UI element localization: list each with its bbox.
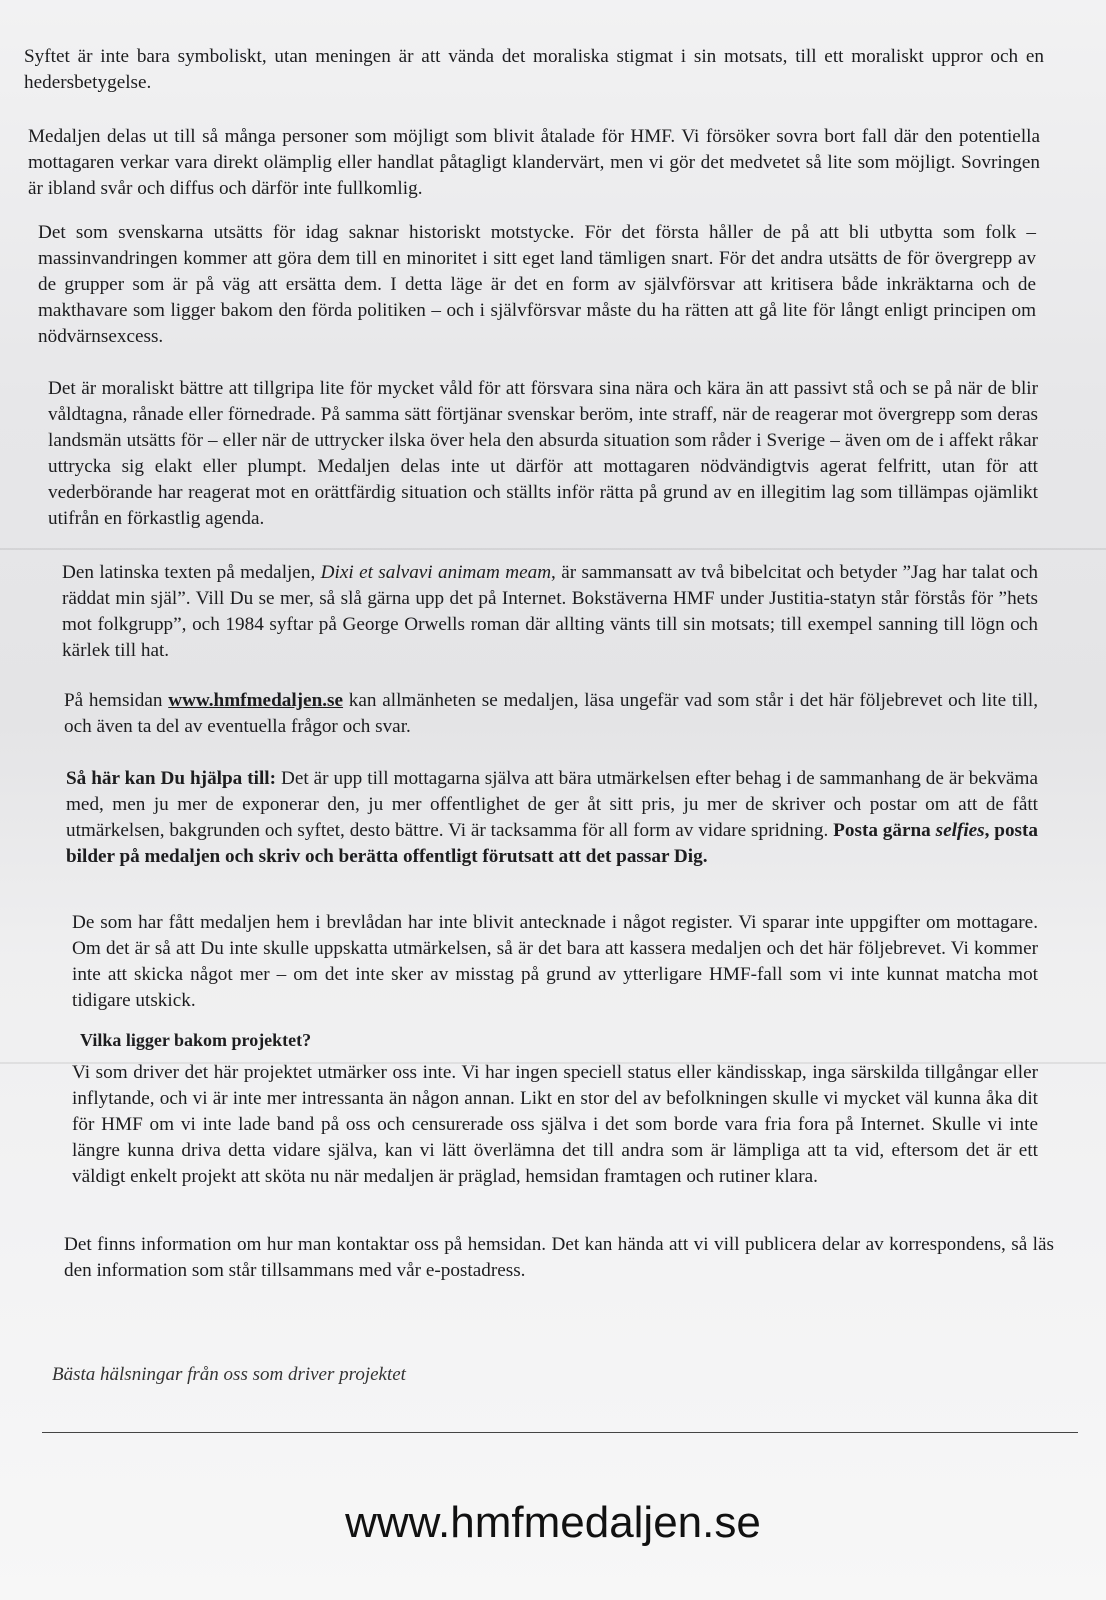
help-lead: Så här kan Du hjälpa till: bbox=[66, 768, 276, 789]
text: kan allmänheten se medaljen, läsa ungefär vad som står i det här följebrevet och lite till, och även ta del av eventuella frågor och svar. bbox=[64, 690, 1038, 737]
latin-motto: Dixi et salvavi animam meam bbox=[320, 562, 552, 583]
paragraph-contact: Det finns information om hur man kontaktar oss på hemsidan. Det kan hända att vi vill publicera delar av korrespondens, så läs den information som står tillsammans med vår e-postadress. bbox=[64, 1234, 1054, 1281]
text: Den latinska texten på medaljen, bbox=[62, 562, 321, 583]
text: , posta bilder på medaljen och skriv och berätta offentligt förutsatt att det passar Dig. bbox=[66, 820, 1039, 867]
text: På hemsidan bbox=[64, 690, 169, 711]
paragraph-website bbox=[64, 688, 1038, 740]
text: Det är upp till mottagarna själva att bära utmärkelsen efter behag i de sammanhang de är bekväma med, men ju mer de exponerar den, ju mer offentlighet de ger åt sitt pris, ju mer de skriver och postar om att de fått utmärkelsen, bakgrunden och syftet, desto bättre. Vi är tacksamma för all form av vidare spridning. bbox=[66, 768, 1039, 841]
website-link[interactable]: www.hmfmedaljen.se bbox=[168, 690, 344, 711]
text: selfies bbox=[935, 820, 985, 841]
paper-fold bbox=[0, 548, 1106, 550]
paragraph-latin bbox=[62, 560, 1038, 664]
signoff: Bästa hälsningar från oss som driver projektet bbox=[52, 1364, 406, 1385]
divider bbox=[42, 1432, 1078, 1433]
footer-website[interactable]: www.hmfmedaljen.se bbox=[345, 1498, 761, 1547]
section-heading: Vilka ligger bakom projektet? bbox=[80, 1030, 312, 1050]
paragraph-situation: Det som svenskarna utsätts för idag saknar historiskt motstycke. För det första håller de på att bli utbytta som folk – massinvandringen kommer att göra dem till en minoritet i sitt eget land tämligen snart. För det andra utsätts de för övergrepp av de grupper som är på väg att ersätta dem. I detta läge är det en form av självförsvar att kritisera både inkräktarna och de makthavare som ligger bakom den förda politiken – och i självförsvar måste du ha rätten att gå lite för långt enligt principen om nödvärnsexcess. bbox=[38, 222, 1036, 347]
text: , är sammansatt av två bibelcitat och betyder ”Jag har talat och räddat min själ”. Vill Du se mer, så slå gärna upp det på Internet. Bokstäverna HMF under Justitia-statyn står förstås för ”hets mot folkgrupp”, och 1984 syftar på George Orwells roman där allting vänts till sin motsats; till exempel sanning till lögn och kärlek till hat. bbox=[62, 562, 1038, 661]
paragraph-recipients: Medaljen delas ut till så många personer som möjligt som blivit åtalade för HMF. Vi försöker sovra bort fall där den potentiella mottagaren verkar vara direkt olämplig eller handlat påtagligt klandervärt, men vi gör det medvetet så lite som möjligt. Sovringen är ibland svår och diffus och därför inte fullkomlig. bbox=[28, 126, 1040, 199]
paragraph-help bbox=[66, 766, 1038, 870]
paragraph-moral: Det är moraliskt bättre att tillgripa lite för mycket våld för att försvara sina nära och kära än att passivt stå och se på när de blir våldtagna, rånade eller förnedrade. På samma sätt förtjänar svenskar beröm, inte straff, när de reagerar mot övergrepp som deras landsmän utsätts för – eller när de uttrycker ilska över hela den absurda situation som råder i Sverige – även om de i affekt råkar uttrycka sig elakt eller plumpt. Medaljen delas inte ut därför att mottagaren nödvändigtvis agerat felfritt, utan för att vederbörande har reagerat mot en orättfärdig situation och ställts inför rätta på grund av en illegitim lag som tillämpas ojämlikt utifrån en förkastlig agenda. bbox=[48, 378, 1038, 529]
paragraph-registry: De som har fått medaljen hem i brevlådan har inte blivit antecknade i något register. Vi sparar inte uppgifter om mottagare. Om det är så att Du inte skulle uppskatta utmärkelsen, så är det bara att kassera medaljen och det här följebrevet. Vi kommer inte att skicka något mer – om det inte sker av misstag på grund av ytterligare HMF-fall som vi inte kunnat matcha mot tidigare utskick. bbox=[72, 912, 1038, 1011]
text: Posta gärna bbox=[833, 820, 936, 841]
paragraph-about-us: Vi som driver det här projektet utmärker oss inte. Vi har ingen speciell status eller kändisskap, inga särskilda tillgångar eller inflytande, och vi är inte mer intressanta än någon annan. Likt en stor del av befolkningen skulle vi mycket väl kunna åka dit för HMF om vi inte lade band på oss och censurerade oss själva i det som borde vara fria fora på Internet. Skulle vi inte längre kunna driva detta vidare själva, kan vi lätt överlämna det till andra som är lämpliga att ta vid, eftersom det är ett väldigt enkelt projekt att sköta nu när medaljen är präglad, hemsidan framtagen och rutiner klara. bbox=[72, 1062, 1038, 1187]
paragraph-purpose: Syftet är inte bara symboliskt, utan meningen är att vända det moraliska stigmat i sin motsats, till ett moraliskt uppror och en hedersbetygelse. bbox=[24, 46, 1044, 93]
